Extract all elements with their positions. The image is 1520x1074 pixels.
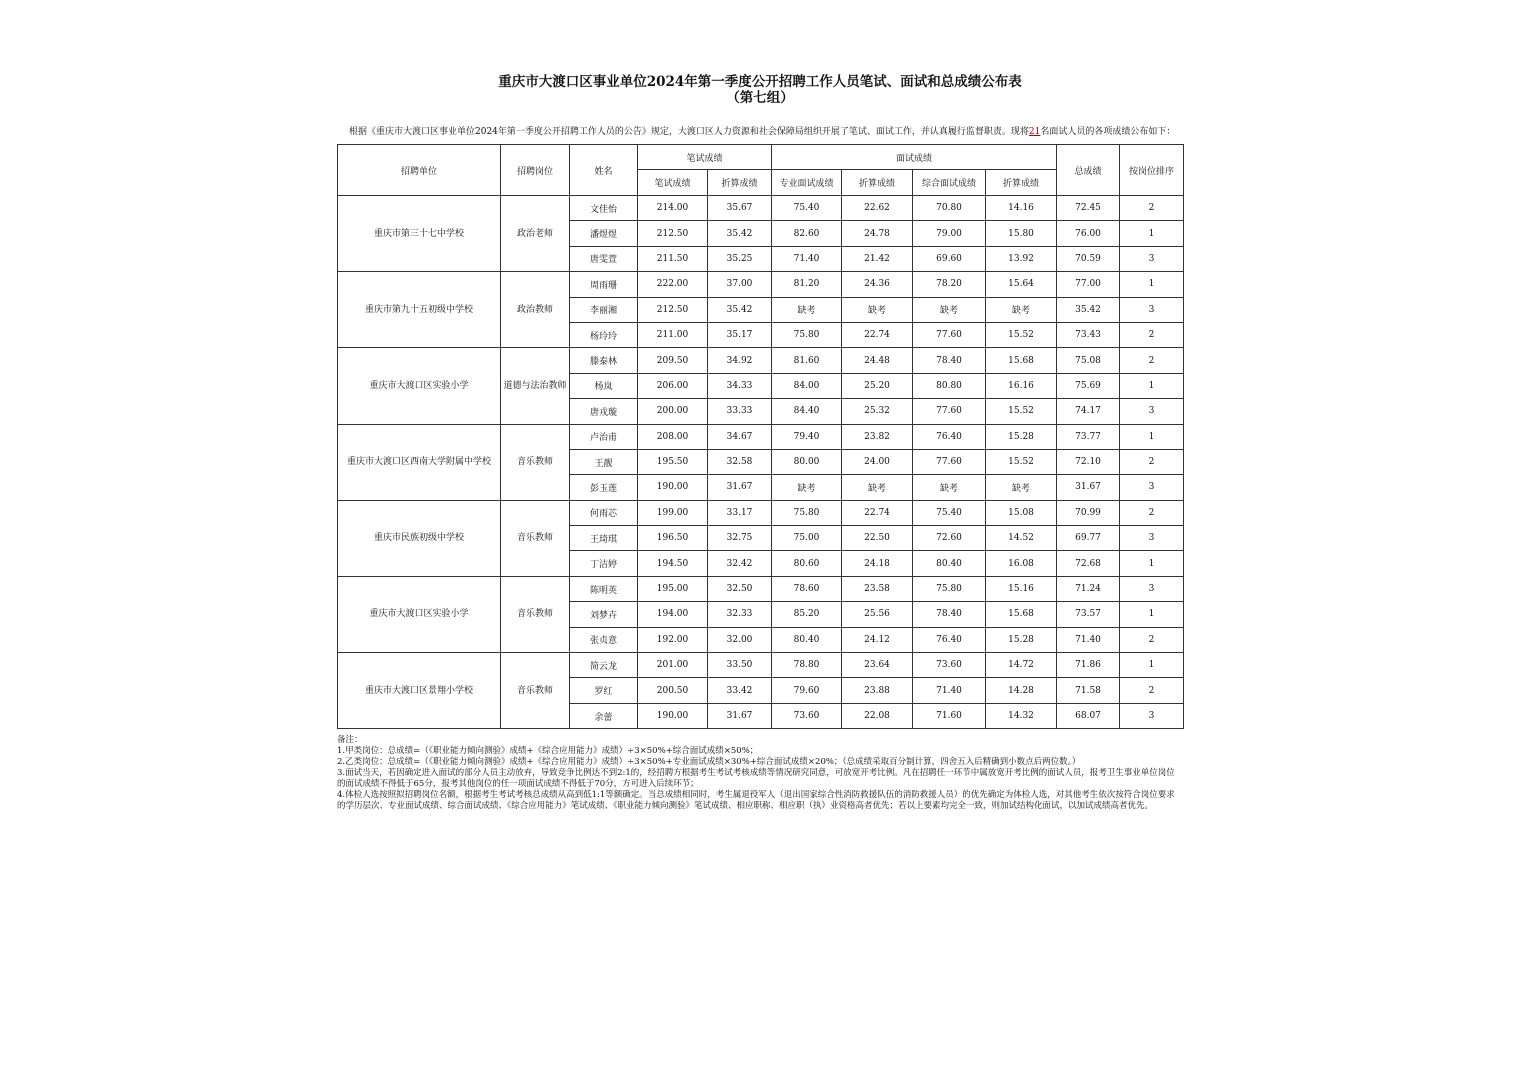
written-score-cell: 194.50	[638, 551, 708, 576]
header-unit: 招聘单位	[338, 145, 501, 196]
total-cell: 77.00	[1057, 272, 1120, 297]
comp-interview-cell: 73.60	[913, 653, 986, 678]
table-row	[338, 576, 1184, 601]
rank-cell: 2	[1120, 627, 1184, 652]
pro-interview-cell: 84.40	[772, 399, 842, 424]
pro-interview-cell: 80.00	[772, 449, 842, 474]
pro-converted-cell: 缺考	[842, 475, 913, 500]
pro-interview-cell: 85.20	[772, 602, 842, 627]
intro-before: 根据《重庆市大渡口区事业单位2024年第一季度公开招聘工作人员的公告》规定，大渡口区人力资源和社会保障局组织开展了笔试、面试工作，并认真履行监督职责。现将	[349, 127, 1029, 137]
written-score-cell: 212.50	[638, 297, 708, 322]
table-row	[338, 500, 1184, 525]
unit-cell: 重庆市大渡口区景翔小学校	[338, 653, 501, 729]
comp-interview-cell: 缺考	[913, 475, 986, 500]
name-cell: 何雨芯	[570, 500, 638, 525]
written-converted-cell: 35.17	[708, 322, 772, 347]
total-cell: 73.43	[1057, 322, 1120, 347]
total-cell: 71.24	[1057, 576, 1120, 601]
written-converted-cell: 34.67	[708, 424, 772, 449]
written-score-cell: 201.00	[638, 653, 708, 678]
comp-interview-cell: 79.00	[913, 221, 986, 246]
unit-cell: 重庆市大渡口区西南大学附属中学校	[338, 424, 501, 500]
note-item: 2.乙类岗位：总成绩=（《职业能力倾向测验》成绩+《综合应用能力》成绩）÷3×50%+专业面试成绩×30%+综合面试成绩×20%；（总成绩采取百分制计算，四舍五入后精确到小数点后两位数。）	[337, 757, 1081, 768]
table-row	[338, 348, 1184, 373]
written-score-cell: 200.50	[638, 678, 708, 703]
written-converted-cell: 33.42	[708, 678, 772, 703]
unit-cell: 重庆市大渡口区实验小学	[338, 576, 501, 652]
comp-interview-cell: 77.60	[913, 399, 986, 424]
rank-cell: 2	[1120, 449, 1184, 474]
rank-cell: 1	[1120, 373, 1184, 398]
rank-cell: 2	[1120, 196, 1184, 221]
written-converted-cell: 34.33	[708, 373, 772, 398]
comp-converted-cell: 15.16	[986, 576, 1057, 601]
pro-converted-cell: 22.62	[842, 196, 913, 221]
total-cell: 71.58	[1057, 678, 1120, 703]
name-cell: 刘梦卉	[570, 602, 638, 627]
pro-interview-cell: 79.60	[772, 678, 842, 703]
pro-converted-cell: 缺考	[842, 297, 913, 322]
notes-section	[337, 735, 1183, 812]
pro-interview-cell: 81.60	[772, 348, 842, 373]
comp-interview-cell: 76.40	[913, 627, 986, 652]
written-converted-cell: 32.33	[708, 602, 772, 627]
total-cell: 72.45	[1057, 196, 1120, 221]
pro-converted-cell: 23.58	[842, 576, 913, 601]
rank-cell: 3	[1120, 703, 1184, 728]
name-cell: 卢治甫	[570, 424, 638, 449]
written-converted-cell: 34.92	[708, 348, 772, 373]
score-table	[337, 144, 1184, 729]
name-cell: 文佳怡	[570, 196, 638, 221]
written-converted-cell: 32.50	[708, 576, 772, 601]
written-score-cell: 194.00	[638, 602, 708, 627]
document-page	[337, 74, 1183, 812]
written-score-cell: 208.00	[638, 424, 708, 449]
total-cell: 68.07	[1057, 703, 1120, 728]
written-score-cell: 212.50	[638, 221, 708, 246]
header-pro-interview: 专业面试成绩	[772, 170, 842, 196]
comp-interview-cell: 72.60	[913, 526, 986, 551]
comp-converted-cell: 14.16	[986, 196, 1057, 221]
comp-converted-cell: 缺考	[986, 297, 1057, 322]
total-cell: 35.42	[1057, 297, 1120, 322]
comp-converted-cell: 14.52	[986, 526, 1057, 551]
header-comp-converted: 折算成绩	[986, 170, 1057, 196]
total-cell: 71.86	[1057, 653, 1120, 678]
notes-heading: 备注：	[337, 735, 363, 746]
unit-cell: 重庆市第九十五初级中学校	[338, 272, 501, 348]
rank-cell: 1	[1120, 424, 1184, 449]
written-score-cell: 199.00	[638, 500, 708, 525]
rank-cell: 1	[1120, 602, 1184, 627]
comp-interview-cell: 78.20	[913, 272, 986, 297]
name-cell: 杨岚	[570, 373, 638, 398]
rank-cell: 2	[1120, 678, 1184, 703]
rank-cell: 1	[1120, 653, 1184, 678]
pro-converted-cell: 24.18	[842, 551, 913, 576]
pro-converted-cell: 22.74	[842, 500, 913, 525]
pro-interview-cell: 75.80	[772, 500, 842, 525]
pro-interview-cell: 82.60	[772, 221, 842, 246]
pro-converted-cell: 25.56	[842, 602, 913, 627]
comp-converted-cell: 15.52	[986, 322, 1057, 347]
comp-interview-cell: 75.40	[913, 500, 986, 525]
written-score-cell: 211.50	[638, 246, 708, 271]
comp-interview-cell: 71.40	[913, 678, 986, 703]
post-cell: 音乐教师	[501, 653, 570, 729]
note-item: 4.体检人选按照拟招聘岗位名额，根据考生考试考核总成绩从高到低1:1等额确定。当总成绩相同时，考生属退役军人（退出国家综合性消防救援队伍的消防救援人员）的优先确定为体检人选，对其他考生依次按符合岗位要求的学历层次、专业面试成绩、综合面试成绩、《综合应用能力》笔试成绩、《职业能力倾向测验》笔试成绩、相应职称、相应职（执）业资格高者优先；若以上要素均完全一致，则加试结构化面试，以加试成绩高者优先。	[337, 790, 1175, 812]
header-comp-interview: 综合面试成绩	[913, 170, 986, 196]
total-cell: 70.59	[1057, 246, 1120, 271]
written-score-cell: 190.00	[638, 703, 708, 728]
pro-interview-cell: 75.00	[772, 526, 842, 551]
rank-cell: 1	[1120, 221, 1184, 246]
note-item: 3.面试当天，若因确定进入面试的部分人员主动放弃，导致竞争比例达不到2:1的，经招聘方根据考生考试考核成绩等情况研究同意，可放宽开考比例。凡在招聘任一环节中属放宽开考比例的面试人员，报考卫生事业单位岗位的面试成绩不得低于65分，报考其他岗位的任一项面试成绩不得低于70分，方可进入后续环节；	[337, 768, 1175, 790]
comp-converted-cell: 14.32	[986, 703, 1057, 728]
pro-interview-cell: 缺考	[772, 297, 842, 322]
written-score-cell: 192.00	[638, 627, 708, 652]
intro-count: 21	[1028, 127, 1041, 137]
comp-interview-cell: 70.80	[913, 196, 986, 221]
post-cell: 音乐教师	[501, 576, 570, 652]
total-cell: 75.69	[1057, 373, 1120, 398]
written-score-cell: 200.00	[638, 399, 708, 424]
name-cell: 王靓	[570, 449, 638, 474]
comp-interview-cell: 缺考	[913, 297, 986, 322]
pro-converted-cell: 25.20	[842, 373, 913, 398]
comp-interview-cell: 80.80	[913, 373, 986, 398]
written-converted-cell: 32.42	[708, 551, 772, 576]
pro-converted-cell: 25.32	[842, 399, 913, 424]
pro-converted-cell: 22.50	[842, 526, 913, 551]
comp-interview-cell: 76.40	[913, 424, 986, 449]
written-score-cell: 206.00	[638, 373, 708, 398]
pro-interview-cell: 75.40	[772, 196, 842, 221]
total-cell: 31.67	[1057, 475, 1120, 500]
header-written-group: 笔试成绩	[638, 145, 772, 170]
pro-converted-cell: 24.36	[842, 272, 913, 297]
pro-converted-cell: 22.74	[842, 322, 913, 347]
name-cell: 李丽湘	[570, 297, 638, 322]
rank-cell: 1	[1120, 272, 1184, 297]
pro-converted-cell: 22.08	[842, 703, 913, 728]
total-cell: 73.57	[1057, 602, 1120, 627]
unit-cell: 重庆市大渡口区实验小学	[338, 348, 501, 424]
total-cell: 75.08	[1057, 348, 1120, 373]
total-cell: 72.10	[1057, 449, 1120, 474]
table-body	[338, 196, 1184, 729]
written-score-cell: 195.00	[638, 576, 708, 601]
written-converted-cell: 31.67	[708, 703, 772, 728]
header-total: 总成绩	[1057, 145, 1120, 196]
rank-cell: 3	[1120, 399, 1184, 424]
rank-cell: 3	[1120, 297, 1184, 322]
post-cell: 音乐教师	[501, 500, 570, 576]
comp-interview-cell: 77.60	[913, 322, 986, 347]
comp-interview-cell: 71.60	[913, 703, 986, 728]
name-cell: 丁洁婷	[570, 551, 638, 576]
pro-interview-cell: 79.40	[772, 424, 842, 449]
header-written-score: 笔试成绩	[638, 170, 708, 196]
unit-cell: 重庆市民族初级中学校	[338, 500, 501, 576]
written-score-cell: 190.00	[638, 475, 708, 500]
written-score-cell: 195.50	[638, 449, 708, 474]
comp-interview-cell: 78.40	[913, 348, 986, 373]
comp-converted-cell: 15.28	[986, 627, 1057, 652]
comp-converted-cell: 15.52	[986, 399, 1057, 424]
written-converted-cell: 33.50	[708, 653, 772, 678]
rank-cell: 2	[1120, 500, 1184, 525]
pro-converted-cell: 24.48	[842, 348, 913, 373]
name-cell: 陈明英	[570, 576, 638, 601]
rank-cell: 3	[1120, 526, 1184, 551]
written-converted-cell: 35.42	[708, 297, 772, 322]
document-subtitle: （第七组）	[726, 90, 794, 106]
comp-converted-cell: 15.28	[986, 424, 1057, 449]
comp-converted-cell: 15.08	[986, 500, 1057, 525]
pro-interview-cell: 78.80	[772, 653, 842, 678]
pro-interview-cell: 78.60	[772, 576, 842, 601]
comp-interview-cell: 75.80	[913, 576, 986, 601]
pro-interview-cell: 73.60	[772, 703, 842, 728]
pro-converted-cell: 21.42	[842, 246, 913, 271]
name-cell: 王琦琪	[570, 526, 638, 551]
total-cell: 73.77	[1057, 424, 1120, 449]
rank-cell: 1	[1120, 551, 1184, 576]
written-score-cell: 211.00	[638, 322, 708, 347]
written-score-cell: 196.50	[638, 526, 708, 551]
name-cell: 余蕾	[570, 703, 638, 728]
post-cell: 道德与法治教师	[501, 348, 570, 424]
pro-interview-cell: 缺考	[772, 475, 842, 500]
pro-interview-cell: 81.20	[772, 272, 842, 297]
written-converted-cell: 35.42	[708, 221, 772, 246]
written-converted-cell: 33.17	[708, 500, 772, 525]
comp-interview-cell: 77.60	[913, 449, 986, 474]
rank-cell: 3	[1120, 246, 1184, 271]
intro-after: 名面试人员的各项成绩公布如下：	[1040, 127, 1176, 137]
comp-converted-cell: 13.92	[986, 246, 1057, 271]
pro-converted-cell: 23.82	[842, 424, 913, 449]
header-rank: 按岗位排序	[1120, 145, 1184, 196]
header-post: 招聘岗位	[501, 145, 570, 196]
total-cell: 70.99	[1057, 500, 1120, 525]
comp-converted-cell: 16.08	[986, 551, 1057, 576]
name-cell: 张贞意	[570, 627, 638, 652]
comp-converted-cell: 缺考	[986, 475, 1057, 500]
comp-converted-cell: 15.68	[986, 602, 1057, 627]
document-title: 重庆市大渡口区事业单位2024年第一季度公开招聘工作人员笔试、面试和总成绩公布表	[498, 74, 1022, 90]
name-cell: 杨玲玲	[570, 322, 638, 347]
pro-converted-cell: 24.12	[842, 627, 913, 652]
written-converted-cell: 35.67	[708, 196, 772, 221]
written-converted-cell: 37.00	[708, 272, 772, 297]
comp-converted-cell: 16.16	[986, 373, 1057, 398]
pro-interview-cell: 80.60	[772, 551, 842, 576]
pro-interview-cell: 75.80	[772, 322, 842, 347]
comp-interview-cell: 80.40	[913, 551, 986, 576]
name-cell: 潘煜煜	[570, 221, 638, 246]
written-score-cell: 222.00	[638, 272, 708, 297]
comp-converted-cell: 15.64	[986, 272, 1057, 297]
rank-cell: 3	[1120, 576, 1184, 601]
name-cell: 唐戎璇	[570, 399, 638, 424]
total-cell: 72.68	[1057, 551, 1120, 576]
header-pro-converted: 折算成绩	[842, 170, 913, 196]
written-converted-cell: 32.00	[708, 627, 772, 652]
name-cell: 简云龙	[570, 653, 638, 678]
pro-converted-cell: 23.64	[842, 653, 913, 678]
name-cell: 滕泰林	[570, 348, 638, 373]
name-cell: 周雨珊	[570, 272, 638, 297]
pro-interview-cell: 80.40	[772, 627, 842, 652]
name-cell: 唐雯萱	[570, 246, 638, 271]
pro-converted-cell: 24.00	[842, 449, 913, 474]
pro-interview-cell: 71.40	[772, 246, 842, 271]
note-item: 1.甲类岗位：总成绩=（《职业能力倾向测验》成绩+《综合应用能力》成绩）÷3×50%+综合面试成绩×50%；	[337, 746, 759, 757]
pro-converted-cell: 23.88	[842, 678, 913, 703]
total-cell: 69.77	[1057, 526, 1120, 551]
written-score-cell: 209.50	[638, 348, 708, 373]
written-converted-cell: 35.25	[708, 246, 772, 271]
comp-converted-cell: 14.28	[986, 678, 1057, 703]
comp-interview-cell: 78.40	[913, 602, 986, 627]
post-cell: 政治教师	[501, 272, 570, 348]
rank-cell: 2	[1120, 322, 1184, 347]
table-row	[338, 653, 1184, 678]
written-converted-cell: 33.33	[708, 399, 772, 424]
table-row	[338, 424, 1184, 449]
table-row	[338, 272, 1184, 297]
comp-converted-cell: 14.72	[986, 653, 1057, 678]
total-cell: 71.40	[1057, 627, 1120, 652]
total-cell: 74.17	[1057, 399, 1120, 424]
comp-interview-cell: 69.60	[913, 246, 986, 271]
table-row	[338, 196, 1184, 221]
total-cell: 76.00	[1057, 221, 1120, 246]
written-converted-cell: 32.58	[708, 449, 772, 474]
pro-converted-cell: 24.78	[842, 221, 913, 246]
comp-converted-cell: 15.68	[986, 348, 1057, 373]
header-written-converted: 折算成绩	[708, 170, 772, 196]
comp-converted-cell: 15.52	[986, 449, 1057, 474]
intro-paragraph	[337, 126, 1183, 138]
unit-cell: 重庆市第三十七中学校	[338, 196, 501, 272]
name-cell: 彭玉莲	[570, 475, 638, 500]
written-converted-cell: 31.67	[708, 475, 772, 500]
rank-cell: 3	[1120, 475, 1184, 500]
post-cell: 音乐教师	[501, 424, 570, 500]
header-interview-group: 面试成绩	[772, 145, 1057, 170]
written-score-cell: 214.00	[638, 196, 708, 221]
rank-cell: 2	[1120, 348, 1184, 373]
pro-interview-cell: 84.00	[772, 373, 842, 398]
post-cell: 政治老师	[501, 196, 570, 272]
comp-converted-cell: 15.80	[986, 221, 1057, 246]
written-converted-cell: 32.75	[708, 526, 772, 551]
name-cell: 罗红	[570, 678, 638, 703]
header-name: 姓名	[570, 145, 638, 196]
